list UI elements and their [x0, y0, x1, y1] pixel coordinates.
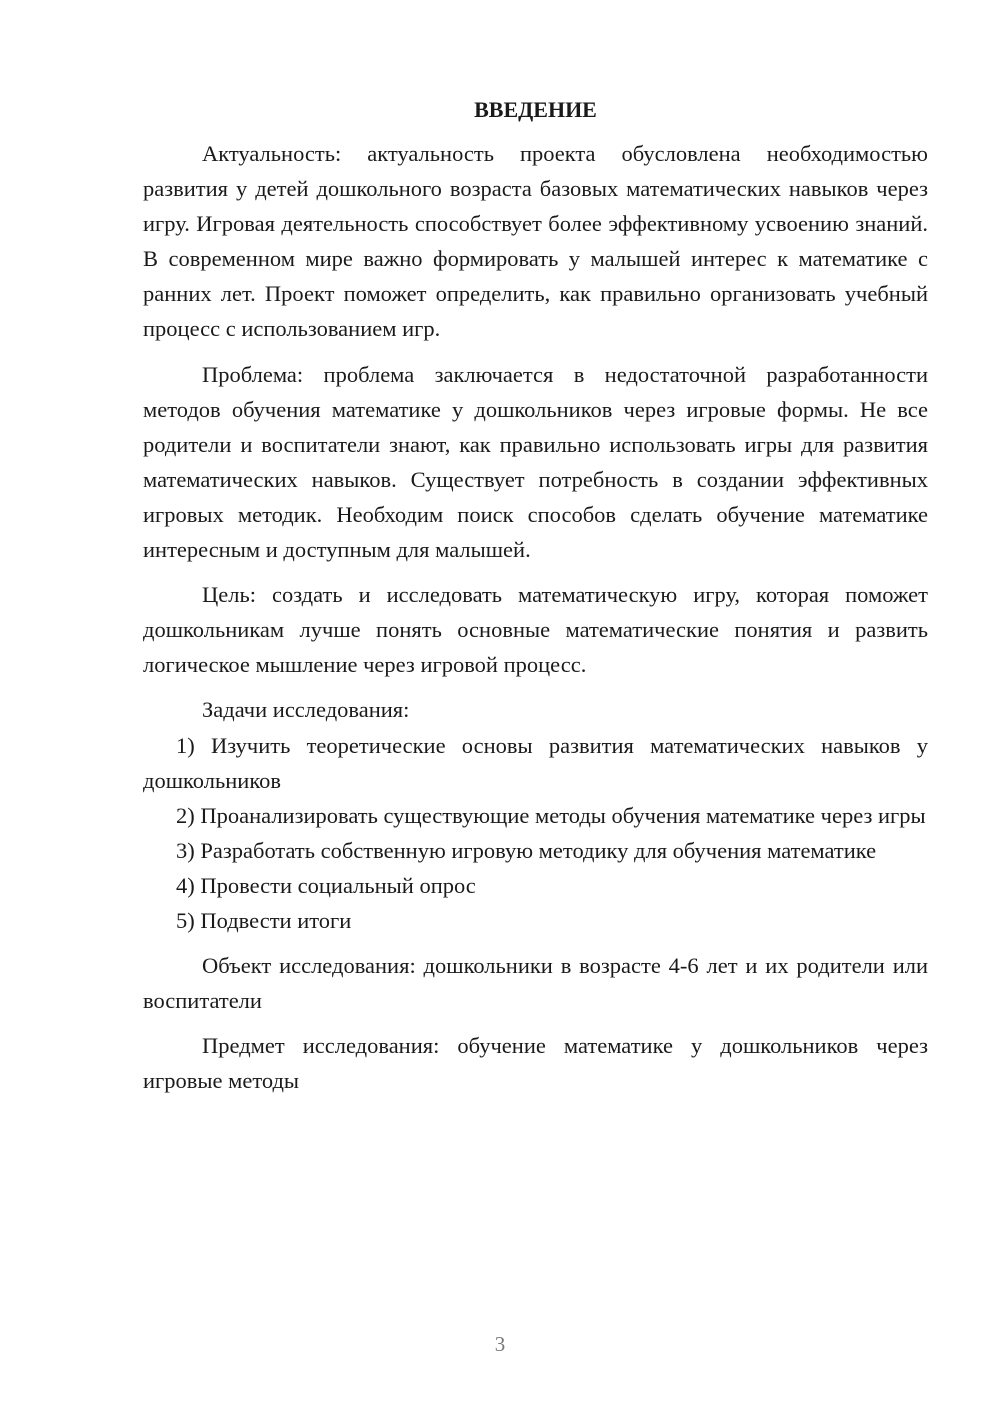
- problem-paragraph: Проблема: проблема заключается в недостаточной разработанности методов обучения математике у дошкольников через игровые формы. Не все родители и воспитатели знают, как правильно использовать игры для развития математических навыков. Существует потребность в создании эффективных игровых методик. Необходим поиск способов сделать обучение математике интересным и доступным для малышей.: [143, 361, 928, 563]
- task-item-4: 4) Провести социальный опрос: [176, 872, 476, 898]
- subject-paragraph: Предмет исследования: обучение математике у дошкольников через игровые методы: [143, 1033, 928, 1094]
- page-number: 3: [494, 1332, 506, 1356]
- object-paragraph: Объект исследования: дошкольники в возрасте 4-6 лет и их родители или воспитатели: [143, 953, 928, 1014]
- task-item-5: 5) Подвести итоги: [176, 907, 352, 933]
- task-item-1: 1) Изучить теоретические основы развития математических навыков у дошкольников: [143, 732, 928, 793]
- task-item-2: 2) Проанализировать существующие методы обучения математике через игры: [176, 802, 926, 828]
- document-page: [143, 92, 928, 1098]
- goal-paragraph: Цель: создать и исследовать математическую игру, которая поможет дошкольникам лучше понять основные математические понятия и развить логическое мышление через игровой процесс.: [143, 582, 928, 678]
- relevance-paragraph: Актуальность: актуальность проекта обусловлена необходимостью развития у детей дошкольного возраста базовых математических навыков через игру. Игровая деятельность способствует более эффективному усвоению знаний. В современном мире важно формировать у малышей интерес к математике с ранних лет. Проект поможет определить, как правильно организовать учебный процесс с использованием игр.: [143, 141, 928, 342]
- page-title: ВВЕДЕНИЕ: [474, 97, 597, 122]
- tasks-heading: Задачи исследования:: [202, 697, 410, 723]
- task-item-3: 3) Разработать собственную игровую методику для обучения математике: [176, 837, 877, 863]
